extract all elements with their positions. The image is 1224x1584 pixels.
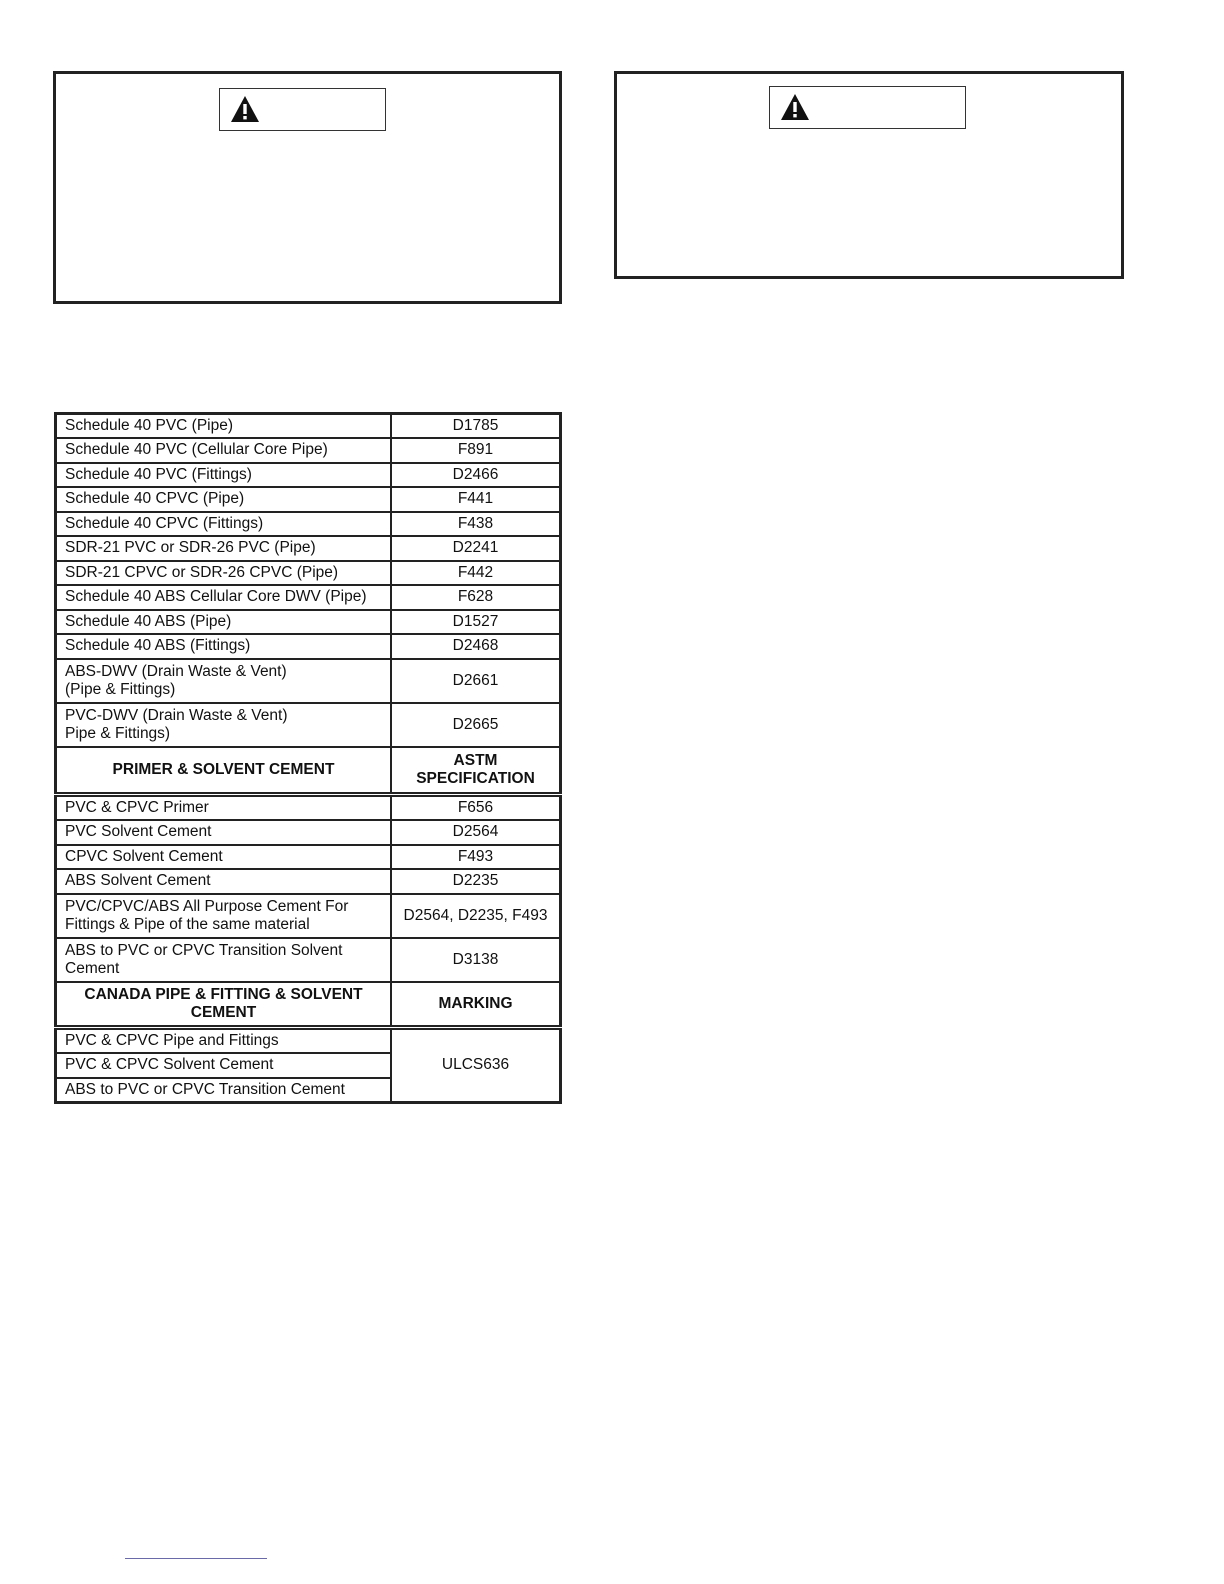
pipe-row	[56, 610, 561, 635]
pipe-astm-spec: D1785	[391, 414, 561, 439]
warning-box-left	[53, 71, 562, 304]
primer-material: PVC/CPVC/ABS All Purpose Cement For Fittings & Pipe of the same material	[56, 894, 392, 938]
pipe-row	[56, 414, 561, 439]
pipe-row	[56, 487, 561, 512]
canada-row	[56, 1028, 561, 1054]
warning-triangle-icon	[229, 94, 261, 124]
primer-material: ABS to PVC or CPVC Transition Solvent Cement	[56, 938, 392, 982]
astm-spec-header: ASTM SPECIFICATION	[391, 747, 561, 795]
canada-header-label: CANADA PIPE & FITTING & SOLVENT CEMENT	[56, 982, 392, 1028]
pipe-material: Schedule 40 CPVC (Fittings)	[56, 512, 392, 537]
pipe-row	[56, 536, 561, 561]
primer-row	[56, 795, 561, 821]
pipe-material: Schedule 40 PVC (Cellular Core Pipe)	[56, 438, 392, 463]
warning-box-right	[614, 71, 1124, 279]
primer-material: ABS Solvent Cement	[56, 869, 392, 894]
pipe-material: Schedule 40 ABS (Pipe)	[56, 610, 392, 635]
pipe-astm-spec: D2466	[391, 463, 561, 488]
pipe-row	[56, 438, 561, 463]
pipe-astm-spec: F891	[391, 438, 561, 463]
pipe-astm-spec: F442	[391, 561, 561, 586]
footer-link-underline	[125, 1558, 267, 1559]
pipe-material: Schedule 40 ABS Cellular Core DWV (Pipe)	[56, 585, 392, 610]
pipe-material: Schedule 40 PVC (Fittings)	[56, 463, 392, 488]
primer-material: CPVC Solvent Cement	[56, 845, 392, 870]
canada-marking-value: ULCS636	[391, 1028, 561, 1103]
primer-astm-spec: D2564, D2235, F493	[391, 894, 561, 938]
primer-header-row	[56, 747, 561, 795]
pipe-row	[56, 659, 561, 703]
pipe-row	[56, 561, 561, 586]
primer-material: PVC Solvent Cement	[56, 820, 392, 845]
canada-material: ABS to PVC or CPVC Transition Cement	[56, 1078, 392, 1103]
warning-triangle-icon	[779, 92, 811, 122]
primer-row	[56, 820, 561, 845]
pipe-material: Schedule 40 CPVC (Pipe)	[56, 487, 392, 512]
pipe-astm-spec: F628	[391, 585, 561, 610]
primer-astm-spec: D2235	[391, 869, 561, 894]
pipe-row	[56, 703, 561, 747]
canada-header-row	[56, 982, 561, 1028]
canada-material: PVC & CPVC Solvent Cement	[56, 1053, 392, 1078]
pipe-material: PVC-DWV (Drain Waste & Vent) Pipe & Fittings)	[56, 703, 392, 747]
pipe-spec-table	[54, 412, 562, 1104]
primer-astm-spec: F656	[391, 795, 561, 821]
pipe-astm-spec: D1527	[391, 610, 561, 635]
canada-header-group	[56, 982, 561, 1028]
canada-rows	[56, 1028, 561, 1103]
pipe-astm-spec: D2468	[391, 634, 561, 659]
primer-rows	[56, 795, 561, 982]
primer-row	[56, 894, 561, 938]
pipe-row	[56, 512, 561, 537]
pipe-material: SDR-21 CPVC or SDR-26 CPVC (Pipe)	[56, 561, 392, 586]
warning-label-left	[219, 88, 386, 131]
warning-label-right	[769, 86, 966, 129]
primer-astm-spec: D3138	[391, 938, 561, 982]
primer-astm-spec: D2564	[391, 820, 561, 845]
pipe-astm-spec: F441	[391, 487, 561, 512]
pipe-rows	[56, 414, 561, 747]
canada-material: PVC & CPVC Pipe and Fittings	[56, 1028, 392, 1054]
primer-header-label: PRIMER & SOLVENT CEMENT	[56, 747, 392, 795]
primer-row	[56, 845, 561, 870]
pipe-material: Schedule 40 ABS (Fittings)	[56, 634, 392, 659]
pipe-row	[56, 634, 561, 659]
pipe-material: Schedule 40 PVC (Pipe)	[56, 414, 392, 439]
pipe-astm-spec: D2665	[391, 703, 561, 747]
marking-header: MARKING	[391, 982, 561, 1028]
pipe-astm-spec: D2661	[391, 659, 561, 703]
pipe-material: ABS-DWV (Drain Waste & Vent) (Pipe & Fittings)	[56, 659, 392, 703]
primer-row	[56, 869, 561, 894]
primer-astm-spec: F493	[391, 845, 561, 870]
primer-material: PVC & CPVC Primer	[56, 795, 392, 821]
pipe-row	[56, 463, 561, 488]
primer-row	[56, 938, 561, 982]
pipe-astm-spec: F438	[391, 512, 561, 537]
primer-header-group	[56, 747, 561, 795]
pipe-row	[56, 585, 561, 610]
pipe-astm-spec: D2241	[391, 536, 561, 561]
pipe-material: SDR-21 PVC or SDR-26 PVC (Pipe)	[56, 536, 392, 561]
